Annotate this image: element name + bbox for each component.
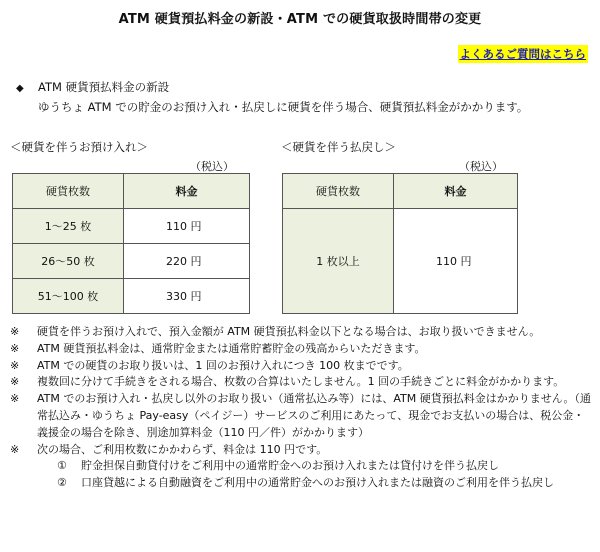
note-mark: ※ — [10, 375, 20, 389]
deposit-fee-table — [12, 173, 250, 314]
header-fee: 料金 — [124, 174, 250, 209]
sub-list-item — [10, 458, 592, 475]
note-mark: ※ — [10, 325, 20, 338]
sub-item-number: ① — [57, 459, 67, 473]
deposit-tax-note: （税込） — [190, 160, 234, 173]
note-text: 硬貨を伴うお預け入れで、預入金額が ATM 硬貨預払料金以下となる場合は、お取り扱いできません。 — [37, 325, 541, 338]
header-coin-count: 硬貨枚数 — [13, 174, 124, 209]
sub-item-text: 口座貸越による自動融資をご利用中の通常貯金へのお預け入れまたは融資のご利用を伴う払戻し — [81, 476, 554, 490]
note-mark: ※ — [10, 341, 20, 355]
list-item — [10, 442, 592, 459]
list-item — [10, 324, 592, 341]
fee-cell: 220 円 — [124, 244, 250, 279]
diamond-bullet-icon: ◆ — [16, 83, 24, 94]
table-row — [13, 279, 250, 314]
table-header-row — [283, 174, 518, 209]
list-item — [10, 374, 592, 391]
coin-count-cell: 51〜100 枚 — [13, 279, 124, 314]
table-row — [283, 209, 518, 314]
coin-count-cell: 26〜50 枚 — [13, 244, 124, 279]
notes-list — [10, 324, 592, 492]
note-text: ATM でのお預け入れ・払戻し以外のお取り扱い（通常払込み等）には、ATM 硬貨預払料金はかかりません。（通常払込み・ゆうちょ Pay-easy（ペイジー）サービスのご利用にあたって、現金でお支払いの場合は、税公金・義援金の場合を除き、別途加算料金（110 円／件）がかかります） — [37, 392, 591, 439]
faq-link[interactable]: よくあるご質問はこちら — [459, 47, 586, 61]
table-row — [13, 244, 250, 279]
list-item — [10, 391, 592, 441]
table-row — [13, 209, 250, 244]
withdrawal-tax-note: （税込） — [459, 160, 503, 173]
note-mark: ※ — [10, 358, 20, 372]
note-text: ATM での硬貨のお取り扱いは、1 回のお預け入れにつき 100 枚までです。 — [37, 358, 409, 372]
section-heading — [16, 79, 169, 95]
withdrawal-table-label: ＜硬貨を伴う払戻し＞ — [281, 140, 396, 154]
note-mark: ※ — [10, 392, 20, 406]
list-item — [10, 358, 592, 375]
note-mark: ※ — [10, 442, 20, 456]
note-text: 次の場合、ご利用枚数にかかわらず、料金は 110 円です。 — [37, 442, 328, 456]
page-title: ATM 硬貨預払料金の新設・ATM での硬貨取扱時間帯の変更 — [118, 12, 482, 27]
fee-cell: 110 円 — [124, 209, 250, 244]
sub-list-item — [10, 475, 592, 492]
withdrawal-fee-table — [282, 173, 518, 314]
section-heading-text: ATM 硬貨預払料金の新設 — [38, 80, 170, 94]
deposit-table-label: ＜硬貨を伴うお預け入れ＞ — [10, 140, 148, 154]
sub-item-text: 貯金担保自動貸付けをご利用中の通常貯金へのお預け入れまたは貸付けを伴う払戻し — [81, 459, 499, 473]
header-fee: 料金 — [394, 174, 518, 209]
header-coin-count: 硬貨枚数 — [283, 174, 394, 209]
fee-cell: 110 円 — [394, 209, 518, 314]
section-description: ゆうちょ ATM での貯金のお預け入れ・払戻しに硬貨を伴う場合、硬貨預払料金がかかります。 — [38, 100, 529, 114]
coin-count-cell: 1 枚以上 — [283, 209, 394, 314]
list-item — [10, 341, 592, 358]
table-header-row — [13, 174, 250, 209]
coin-count-cell: 1〜25 枚 — [13, 209, 124, 244]
note-text: 複数回に分けて手続きをされる場合、枚数の合算はいたしません。1 回の手続きごとに料金がかかります。 — [37, 375, 565, 389]
fee-cell: 330 円 — [124, 279, 250, 314]
sub-item-number: ② — [57, 476, 67, 490]
note-text: ATM 硬貨預払料金は、通常貯金または通常貯蓄貯金の残高からいただきます。 — [37, 341, 426, 355]
